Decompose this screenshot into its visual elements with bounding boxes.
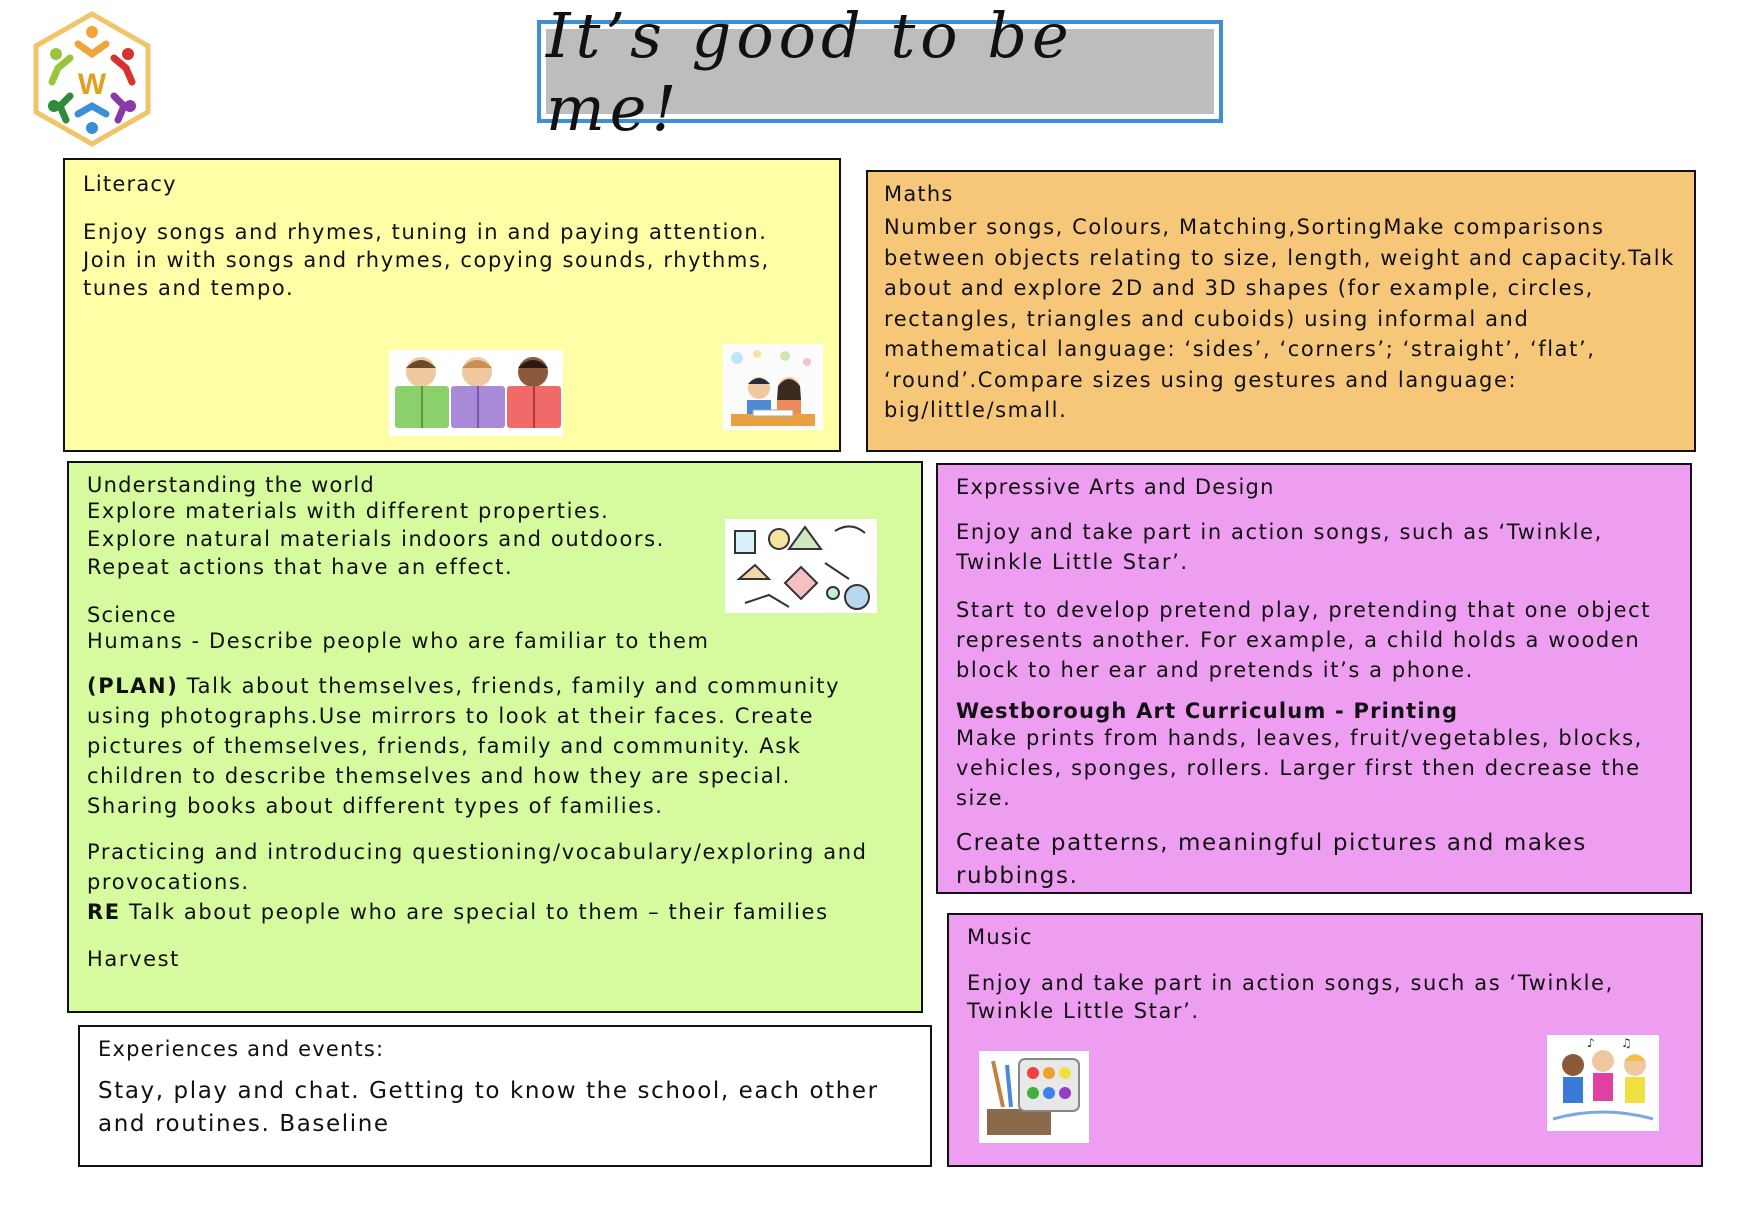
ead-heading: Expressive Arts and Design (956, 475, 1275, 499)
literacy-panel (63, 158, 841, 452)
literacy-line-1: Enjoy songs and rhymes, tuning in and paying attention. (83, 220, 768, 244)
plan-label: (PLAN) (87, 674, 179, 698)
children-reading-image (389, 350, 563, 436)
re-paragraph (87, 897, 903, 927)
art-supplies-image (979, 1051, 1089, 1143)
maths-panel (866, 170, 1696, 452)
svg-text:♪: ♪ (1587, 1036, 1595, 1050)
maths-heading: Maths (884, 182, 954, 206)
utw-line-2: Explore natural materials indoors and outdoors. (87, 527, 665, 551)
title-banner (537, 0, 1223, 145)
page-title: It’s good to be me! (546, 0, 1074, 145)
experiences-heading: Experiences and events: (98, 1037, 385, 1061)
practicing-text: Practicing and introducing questioning/vocabulary/exploring and provocations. (87, 840, 868, 894)
plan-text: Talk about themselves, friends, family and community using photographs.Use mirrors to look at their faces. Create pictures of themselves, friends, family and community. Ask children to describe themselves and how they are special. Sharing books about different types of families. (87, 674, 841, 818)
experiences-panel (78, 1025, 932, 1167)
music-text: Enjoy and take part in action songs, such as ‘Twinkle, Twinkle Little Star’. (967, 971, 1614, 1023)
literacy-heading: Literacy (83, 172, 177, 196)
plan-paragraph (87, 671, 887, 821)
ead-paragraph-4: Create patterns, meaningful pictures and makes rubbings. (956, 830, 1587, 889)
science-heading: Science (87, 603, 177, 627)
understanding-world-panel (67, 461, 923, 1013)
school-logo (22, 10, 162, 150)
utw-line-1: Explore materials with different properties. (87, 499, 610, 523)
world-doodles-image (725, 519, 877, 613)
experiences-text: Stay, play and chat. Getting to know the school, each other and routines. Baseline (98, 1078, 879, 1137)
children-music-image (1547, 1035, 1659, 1131)
ead-paragraph-2: Start to develop pretend play, pretending that one object represents another. For example, a child holds a wooden block to her ear and pretends it’s a phone. (956, 598, 1652, 682)
ead-paragraph-1: Enjoy and take part in action songs, such as ‘Twinkle, Twinkle Little Star’. (956, 520, 1603, 574)
re-text: Talk about people who are special to them – their families (120, 900, 829, 924)
utw-line-3: Repeat actions that have an effect. (87, 555, 514, 579)
art-curriculum-heading: Westborough Art Curriculum - Printing (956, 699, 1459, 723)
harvest-text: Harvest (87, 947, 181, 971)
utw-heading: Understanding the world (87, 473, 375, 497)
ead-paragraph-3: Make prints from hands, leaves, fruit/vegetables, blocks, vehicles, sponges, rollers. Larger first then decrease the size. (956, 726, 1643, 810)
music-heading: Music (967, 925, 1033, 949)
re-label: RE (87, 900, 121, 924)
maths-text: Number songs, Colours, Matching,SortingMake comparisons between objects relating to size, length, weight and capacity.Talk about and explore 2D and 3D shapes (for example, circles, rectangles, triangles and cuboids) using informal and mathematical language: ‘sides’, ‘corners’; ‘straight’, ‘flat’, ‘round’.Compare sizes using gestures and language: big/little/small. (884, 215, 1675, 422)
expressive-arts-panel (936, 463, 1692, 894)
literacy-line-2: Join in with songs and rhymes, copying sounds, rhythms, tunes and tempo. (83, 248, 770, 300)
logo-letter: W (77, 68, 107, 101)
music-panel (947, 913, 1703, 1167)
science-text: Humans - Describe people who are familiar to them (87, 629, 710, 653)
children-writing-image (723, 344, 823, 430)
svg-text:♫: ♫ (1621, 1036, 1632, 1050)
